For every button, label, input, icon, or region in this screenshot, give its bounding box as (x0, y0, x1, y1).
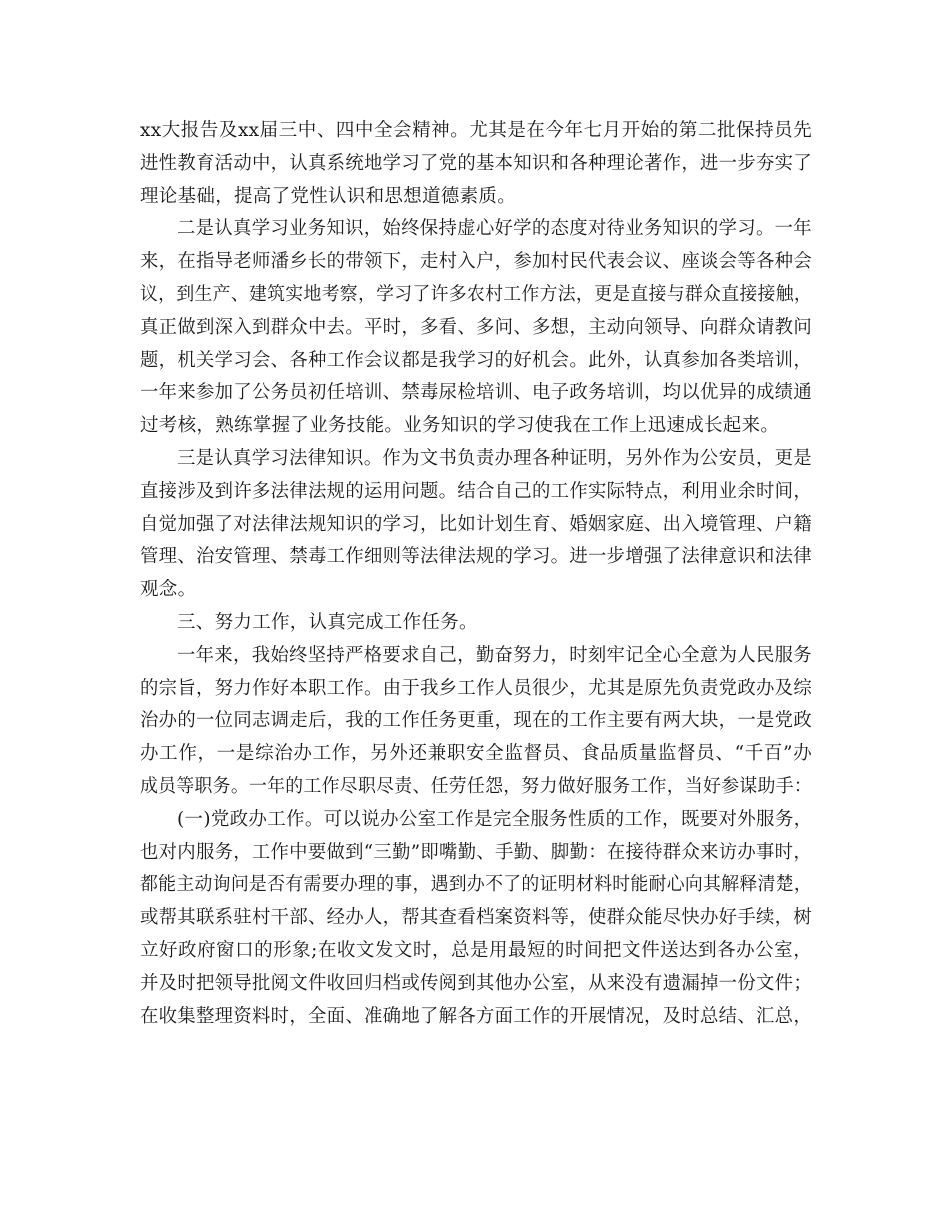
text-line: 成员等职务。一年的工作尽职尽责、任劳任怨，努力做好服务工作，当好参谋助手： (140, 775, 813, 797)
text-line: 都能主动询问是否有需要办理的事，遇到办不了的证明材料时能耐心向其解释清楚， (140, 874, 813, 896)
text-line: 三、努力工作，认真完成工作任务。 (177, 611, 478, 633)
text-line: 办工作，一是综治办工作，另外还兼职安全监督员、食品质量监督员、“千百”办 (140, 743, 812, 765)
text-line: 自觉加强了对法律法规知识的学习，比如计划生育、婚姻家庭、出入境管理、户籍 (140, 513, 813, 535)
text-line: 理论基础，提高了党性认识和思想道德素质。 (140, 185, 517, 207)
text-line: 来，在指导老师潘乡长的带领下，走村入户，参加村民代表会议、座谈会等各种会 (140, 251, 813, 273)
text-line: 一年来参加了公务员初任培训、禁毒尿检培训、电子政务培训，均以优异的成绩通 (140, 382, 813, 404)
text-line: 题，机关学习会、各种工作会议都是我学习的好机会。此外，认真参加各类培训， (140, 349, 813, 371)
text-line: 并及时把领导批阅文件收回归档或传阅到其他办公室，从来没有遗漏掉一份文件； (140, 972, 813, 994)
text-line: 进性教育活动中，认真系统地学习了党的基本知识和各种理论著作，进一步夯实了 (140, 152, 813, 174)
text-line: 过考核，熟练掌握了业务技能。业务知识的学习使我在工作上迅速成长起来。 (140, 415, 780, 437)
text-line: 真正做到深入到群众中去。平时，多看、多问、多想，主动向领导、向群众请教问 (140, 316, 813, 338)
text-line: 立好政府窗口的形象;在收文发文时，总是用最短的时间把文件送达到各办公室， (140, 939, 812, 961)
text-line: (一)党政办工作。可以说办公室工作是完全服务性质的工作，既要对外服务， (177, 808, 813, 830)
text-line: 三是认真学习法律知识。作为文书负责办理各种证明，另外作为公安员，更是 (177, 447, 812, 469)
text-line: 的宗旨，努力作好本职工作。由于我乡工作人员很少，尤其是原先负责党政办及综 (140, 677, 813, 699)
text-line: 直接涉及到许多法律法规的运用问题。结合自己的工作实际特点，利用业余时间， (140, 480, 813, 502)
document-body (140, 115, 812, 1033)
text-line: 观念。 (140, 579, 197, 601)
text-line: 议，到生产、建筑实地考察，学习了许多农村工作方法，更是直接与群众直接接触， (140, 283, 813, 305)
text-line: xx大报告及xx届三中、四中全会精神。尤其是在今年七月开始的第二批保持员先 (140, 120, 812, 141)
text-line: 二是认真学习业务知识，始终保持虚心好学的态度对待业务知识的学习。一年 (177, 218, 812, 240)
text-line: 或帮其联系驻村干部、经办人，帮其查看档案资料等，使群众能尽快办好手续，树 (140, 907, 813, 929)
text-line: 管理、治安管理、禁毒工作细则等法律法规的学习。进一步增强了法律意识和法律 (140, 546, 813, 568)
text-line: 一年来，我始终坚持严格要求自己，勤奋努力，时刻牢记全心全意为人民服务 (177, 644, 812, 666)
text-line: 也对内服务，工作中要做到“三勤”即嘴勤、手勤、脚勤：在接待群众来访办事时， (140, 841, 812, 863)
text-line: 治办的一位同志调走后，我的工作任务更重，现在的工作主要有两大块，一是党政 (140, 710, 813, 732)
text-line: 在收集整理资料时，全面、准确地了解各方面工作的开展情况，及时总结、汇总， (140, 1005, 813, 1027)
